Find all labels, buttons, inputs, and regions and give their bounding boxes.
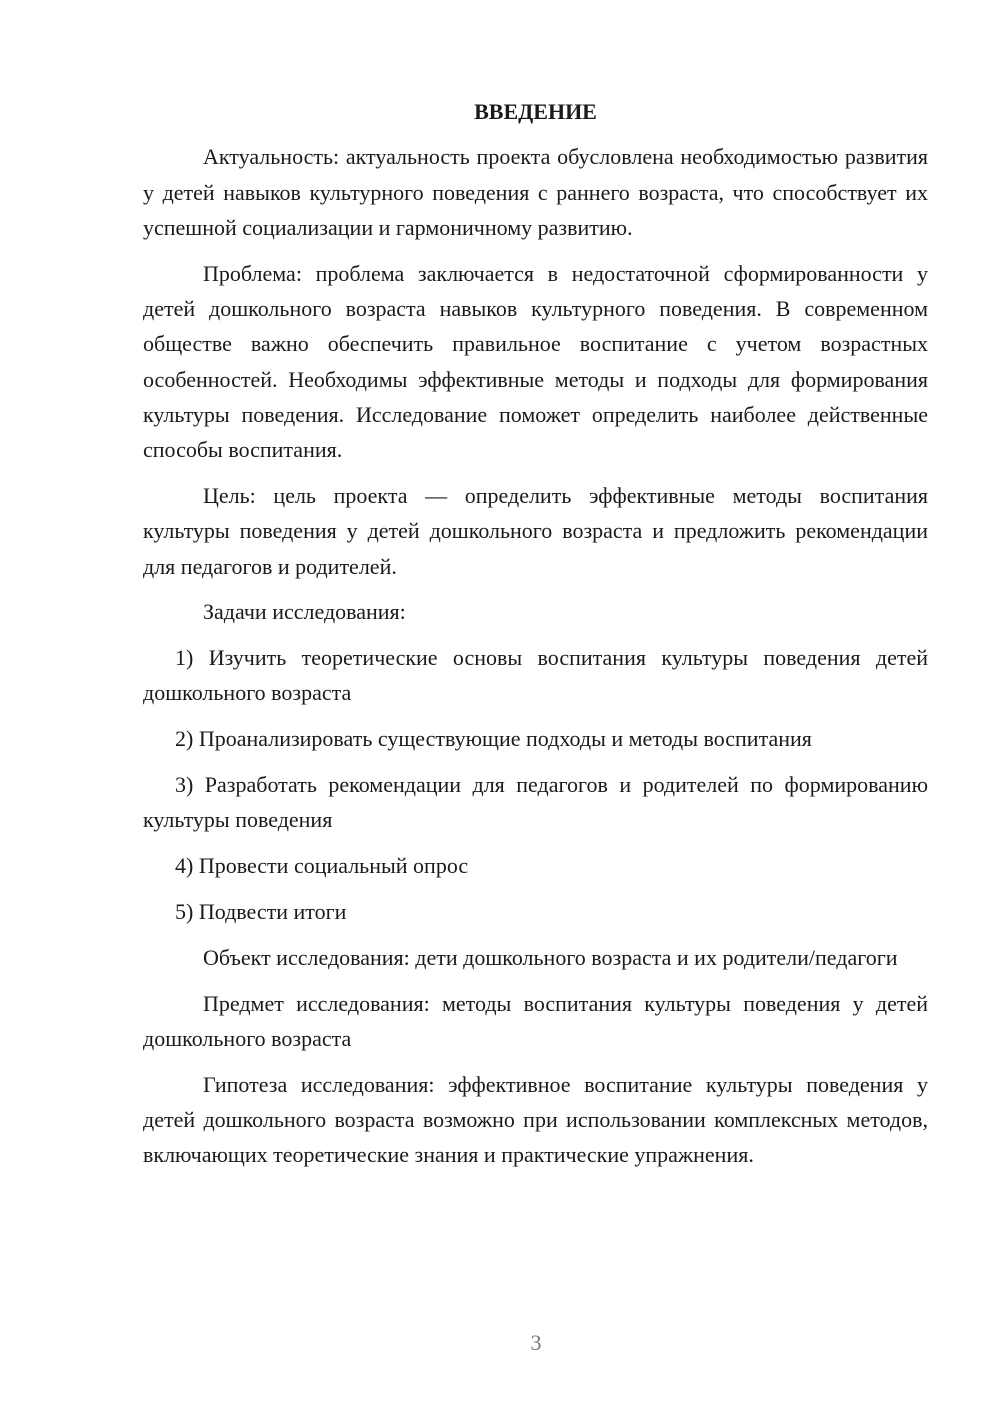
- task-item-1: 1) Изучить теоретические основы воспитания культуры поведения детей дошкольного возраста: [143, 645, 928, 706]
- task-item-4: 4) Провести социальный опрос: [175, 853, 469, 879]
- task-item-3: 3) Разработать рекомендации для педагогов и родителей по формированию культуры поведения: [143, 772, 928, 833]
- tasks-title: Задачи исследования:: [203, 599, 406, 625]
- paragraph-problem: Проблема: проблема заключается в недостаточной сформированности у детей дошкольного возраста навыков культурного поведения. В современном обществе важно обеспечить правильное воспитание с учетом возрастных особенностей. Необходимы эффективные методы и подходы для формирования культуры поведения. Исследование поможет определить наиболее действенные способы воспитания.: [143, 260, 928, 463]
- paragraph-hypothesis: Гипотеза исследования: эффективное воспитание культуры поведения у детей дошкольного возраста возможно при использовании комплексных методов, включающих теоретические знания и практические упражнения.: [143, 1071, 928, 1168]
- section-heading: ВВЕДЕНИЕ: [474, 99, 597, 124]
- paragraph-subject: Предмет исследования: методы воспитания культуры поведения у детей дошкольного возраста: [143, 990, 928, 1051]
- paragraph-object: Объект исследования: дети дошкольного возраста и их родители/педагоги: [203, 944, 898, 970]
- paragraph-goal: Цель: цель проекта — определить эффективные методы воспитания культуры поведения у детей дошкольного возраста и предложить рекомендации для педагогов и родителей.: [143, 482, 928, 579]
- task-item-2: 2) Проанализировать существующие подходы и методы воспитания: [175, 726, 812, 752]
- page-number: 3: [530, 1330, 542, 1355]
- paragraph-relevance: Актуальность: актуальность проекта обусловлена необходимостью развития у детей навыков культурного поведения с раннего возраста, что способствует их успешной социализации и гармоничному развитию.: [143, 144, 928, 240]
- page-content: [143, 94, 928, 1183]
- task-item-5: 5) Подвести итоги: [175, 898, 347, 924]
